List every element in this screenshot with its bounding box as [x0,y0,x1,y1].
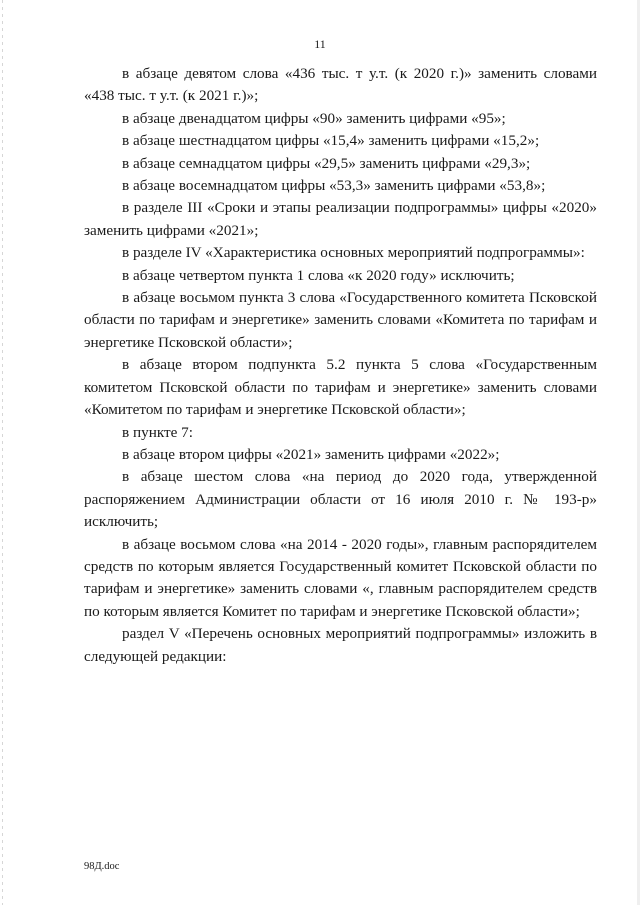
paragraph: в абзаце восемнадцатом цифры «53,3» заменить цифрами «53,8»; [122,177,546,195]
paragraph: в абзаце девятом слова «436 тыс. т у.т. (к 2020 г.)» заменить словами «438 тыс. т у.т. (к 2021 г.)»; [84,65,597,105]
document-body [84,63,597,668]
paragraph: в абзаце втором подпункта 5.2 пункта 5 слова «Государственным комитетом Псковской области по тарифам и энергетике» заменить словами «Комитетом по тарифам и энергетике Псковской области»; [84,356,597,419]
page-number: 11 [314,37,326,51]
paragraph: в абзаце втором цифры «2021» заменить цифрами «2022»; [122,445,500,463]
paragraph: в абзаце шестом слова «на период до 2020 года, утвержденной распоряжением Администрации области от 16 июля 2010 г. № 193-р» исключить; [84,468,597,531]
paragraph: в абзаце восьмом слова «на 2014 - 2020 годы», главным распорядителем средств по которым является Государственный комитет Псковской области по тарифам и энергетике» заменить словами «, главным распорядителем средств по которым является Комитет по тарифам и энергетике Псковской области»; [84,535,597,620]
scan-left-edge [2,0,3,905]
paragraph: в абзаце четвертом пункта 1 слова «к 2020 году» исключить; [122,266,515,284]
paragraph: в пункте 7: [122,423,193,441]
footer-filename: 98Д.doc [84,861,120,872]
paragraph: в абзаце шестнадцатом цифры «15,4» заменить цифрами «15,2»; [122,132,540,150]
paragraph: в абзаце двенадцатом цифры «90» заменить цифрами «95»; [122,109,506,127]
paragraph: раздел V «Перечень основных мероприятий подпрограммы» изложить в следующей редакции: [84,625,597,665]
paragraph: в разделе III «Сроки и этапы реализации подпрограммы» цифры «2020» заменить цифрами «2021»; [84,199,597,239]
paragraph: в абзаце восьмом пункта 3 слова «Государственного комитета Псковской области по тарифам и энергетике» заменить словами «Комитета по тарифам и энергетике Псковской области»; [84,289,597,351]
paragraph: в абзаце семнадцатом цифры «29,5» заменить цифрами «29,3»; [122,154,531,172]
paragraph: в разделе IV «Характеристика основных мероприятий подпрограммы»: [122,244,585,262]
